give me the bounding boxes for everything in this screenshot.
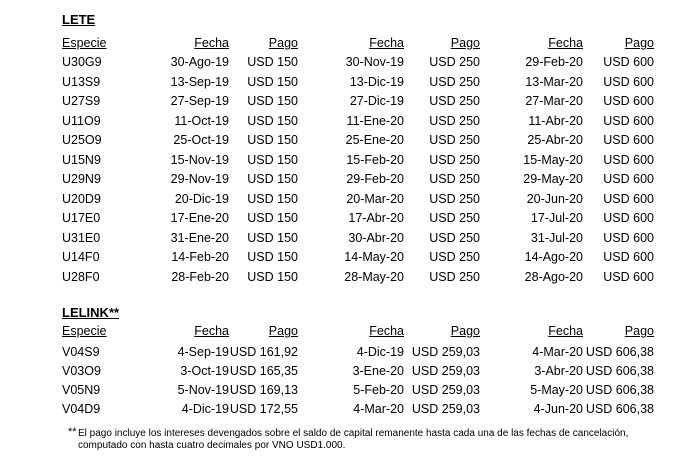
especie-cell: V04D9 <box>62 402 101 416</box>
fecha-cell: 25-Oct-19 <box>173 133 229 147</box>
especie-cell: V05N9 <box>62 383 101 397</box>
fecha-cell: 4-Dic-19 <box>181 402 229 416</box>
pago-cell: USD 600 <box>603 133 654 147</box>
pago-cell: USD 250 <box>429 74 480 89</box>
especie-cell: U30G9 <box>62 55 102 69</box>
fecha-cell: 31-Ene-20 <box>170 230 229 245</box>
pago-cell: USD 259,03 <box>411 345 480 359</box>
header-pago: Pago <box>624 324 654 338</box>
pago-cell: USD 250 <box>429 211 480 225</box>
pago-cell: USD 150 <box>247 211 298 225</box>
fecha-cell: 3-Ene-20 <box>352 364 404 378</box>
pago-cell: USD 600 <box>603 211 654 225</box>
pago-cell: USD 250 <box>429 269 480 284</box>
pago-cell: USD 250 <box>429 250 480 264</box>
fecha-cell: 11-Oct-19 <box>174 113 229 128</box>
especie-cell: V03O9 <box>62 364 101 378</box>
table-row <box>0 112 690 130</box>
fecha-cell: 11-Ene-20 <box>346 113 404 128</box>
pago-cell: USD 172,55 <box>229 402 298 416</box>
fecha-cell: 13-Dic-19 <box>349 74 404 89</box>
pago-cell: USD 600 <box>603 250 654 264</box>
header-fecha: Fecha <box>369 36 404 50</box>
especie-cell: U17E0 <box>62 211 101 225</box>
fecha-cell: 5-Nov-19 <box>177 383 229 397</box>
fecha-cell: 5-May-20 <box>530 383 583 397</box>
table-row <box>0 131 690 149</box>
especie-cell: U11O9 <box>62 113 101 128</box>
table-row <box>0 170 690 188</box>
header-especie: Especie <box>62 324 107 338</box>
especie-cell: U27S9 <box>62 94 101 108</box>
header-pago: Pago <box>624 36 654 50</box>
header-especie: Especie <box>62 36 107 50</box>
table-row <box>0 248 690 266</box>
pago-cell: USD 600 <box>603 191 654 206</box>
pago-cell: USD 161,92 <box>229 345 298 359</box>
pago-cell: USD 606,38 <box>585 364 654 378</box>
fecha-cell: 11-Abr-20 <box>528 113 583 128</box>
pago-cell: USD 250 <box>429 55 480 69</box>
fecha-cell: 25-Abr-20 <box>527 133 583 147</box>
header-pago: Pago <box>268 324 298 338</box>
especie-cell: U14F0 <box>62 250 100 264</box>
pago-cell: USD 259,03 <box>411 364 480 378</box>
fecha-cell: 4-Sep-19 <box>177 345 229 359</box>
fecha-cell: 17-Jul-20 <box>530 211 583 225</box>
pago-cell: USD 259,03 <box>411 383 480 397</box>
fecha-cell: 20-Jun-20 <box>526 191 583 206</box>
table-row <box>0 229 690 247</box>
pago-cell: USD 250 <box>429 152 480 167</box>
pago-cell: USD 250 <box>429 172 480 186</box>
fecha-cell: 4-Mar-20 <box>353 402 404 416</box>
especie-cell: V04S9 <box>62 345 100 359</box>
pago-cell: USD 600 <box>603 230 654 245</box>
footnote-line-2: computado con hasta cuatro decimales por VNO USD1.000. <box>78 440 346 451</box>
pago-cell: USD 250 <box>429 133 480 147</box>
header-fecha: Fecha <box>194 324 229 338</box>
fecha-cell: 27-Mar-20 <box>525 94 583 108</box>
pago-cell: USD 606,38 <box>585 402 654 416</box>
fecha-cell: 14-Ago-20 <box>524 250 583 264</box>
fecha-cell: 30-Abr-20 <box>348 230 404 245</box>
pago-cell: USD 150 <box>247 133 298 147</box>
pago-cell: USD 150 <box>247 250 298 264</box>
especie-cell: U29N9 <box>62 172 101 186</box>
header-pago: Pago <box>268 36 298 50</box>
pago-cell: USD 600 <box>603 113 654 128</box>
pago-cell: USD 250 <box>429 191 480 206</box>
table-row <box>0 400 690 418</box>
footnote-line-1: El pago incluye los intereses devengados sobre el saldo de capital remanente hasta cada una de las fechas de cancelación, <box>78 428 629 439</box>
table-row <box>0 343 690 361</box>
fecha-cell: 17-Ene-20 <box>170 211 229 225</box>
especie-cell: U20D9 <box>62 191 101 206</box>
pago-cell: USD 150 <box>247 230 298 245</box>
table-row <box>0 190 690 208</box>
header-pago: Pago <box>450 324 480 338</box>
table-row <box>0 73 690 91</box>
pago-cell: USD 250 <box>429 94 480 108</box>
pago-cell: USD 600 <box>603 55 654 69</box>
pago-cell: USD 150 <box>247 172 298 186</box>
fecha-cell: 20-Dic-19 <box>174 191 229 206</box>
especie-cell: U31E0 <box>62 230 101 245</box>
fecha-cell: 29-May-20 <box>523 172 583 186</box>
fecha-cell: 5-Feb-20 <box>353 383 404 397</box>
pago-cell: USD 600 <box>603 94 654 108</box>
pago-cell: USD 259,03 <box>411 402 480 416</box>
header-pago: Pago <box>450 36 480 50</box>
footnote-mark: ** <box>68 426 77 438</box>
fecha-cell: 28-Feb-20 <box>171 269 229 284</box>
fecha-cell: 3-Abr-20 <box>534 364 583 378</box>
especie-cell: U28F0 <box>62 269 100 284</box>
pago-cell: USD 150 <box>247 55 298 69</box>
fecha-cell: 13-Sep-19 <box>170 74 229 89</box>
lelink-title: LELINK** <box>62 305 120 320</box>
fecha-cell: 28-May-20 <box>344 269 404 284</box>
header-fecha: Fecha <box>194 36 229 50</box>
fecha-cell: 4-Mar-20 <box>532 345 583 359</box>
fecha-cell: 4-Dic-19 <box>356 345 404 359</box>
pago-cell: USD 606,38 <box>585 345 654 359</box>
fecha-cell: 31-Jul-20 <box>530 230 583 245</box>
table-row <box>0 268 690 286</box>
fecha-cell: 14-Feb-20 <box>171 250 229 264</box>
fecha-cell: 15-Nov-19 <box>170 152 229 167</box>
fecha-cell: 15-May-20 <box>523 152 583 167</box>
fecha-cell: 29-Feb-20 <box>346 172 404 186</box>
pago-cell: USD 165,35 <box>229 364 298 378</box>
fecha-cell: 28-Ago-20 <box>524 269 583 284</box>
header-fecha: Fecha <box>548 324 583 338</box>
fecha-cell: 25-Ene-20 <box>345 133 404 147</box>
table-row <box>0 362 690 380</box>
footnote <box>68 426 678 452</box>
pago-cell: USD 150 <box>247 191 298 206</box>
header-fecha: Fecha <box>548 36 583 50</box>
lete-header-row <box>0 34 690 52</box>
lelink-header-row <box>0 322 690 340</box>
pago-cell: USD 606,38 <box>585 383 654 397</box>
pago-cell: USD 250 <box>429 230 480 245</box>
pago-cell: USD 150 <box>247 94 298 108</box>
fecha-cell: 29-Nov-19 <box>170 172 229 186</box>
pago-cell: USD 150 <box>247 269 298 284</box>
pago-cell: USD 600 <box>603 269 654 284</box>
table-row <box>0 209 690 227</box>
especie-cell: U25O9 <box>62 133 102 147</box>
fecha-cell: 30-Nov-19 <box>345 55 404 69</box>
fecha-cell: 13-Mar-20 <box>525 74 583 89</box>
table-row <box>0 381 690 399</box>
table-row <box>0 151 690 169</box>
pago-cell: USD 600 <box>603 172 654 186</box>
fecha-cell: 30-Ago-19 <box>170 55 229 69</box>
fecha-cell: 29-Feb-20 <box>525 55 583 69</box>
fecha-cell: 27-Sep-19 <box>170 94 229 108</box>
pago-cell: USD 150 <box>247 74 298 89</box>
lete-title: LETE <box>62 12 96 27</box>
table-row <box>0 53 690 71</box>
especie-cell: U15N9 <box>62 152 101 167</box>
fecha-cell: 27-Dic-19 <box>349 94 404 108</box>
fecha-cell: 3-Oct-19 <box>180 364 229 378</box>
fecha-cell: 17-Abr-20 <box>348 211 404 225</box>
table-row <box>0 92 690 110</box>
pago-cell: USD 600 <box>603 152 654 167</box>
pago-cell: USD 169,13 <box>229 383 298 397</box>
fecha-cell: 20-Mar-20 <box>346 191 404 206</box>
pago-cell: USD 600 <box>603 74 654 89</box>
fecha-cell: 15-Feb-20 <box>346 152 404 167</box>
especie-cell: U13S9 <box>62 74 101 89</box>
pago-cell: USD 150 <box>247 152 298 167</box>
pago-cell: USD 150 <box>247 113 298 128</box>
pago-cell: USD 250 <box>429 113 480 128</box>
header-fecha: Fecha <box>369 324 404 338</box>
fecha-cell: 14-May-20 <box>344 250 404 264</box>
fecha-cell: 4-Jun-20 <box>533 402 583 416</box>
